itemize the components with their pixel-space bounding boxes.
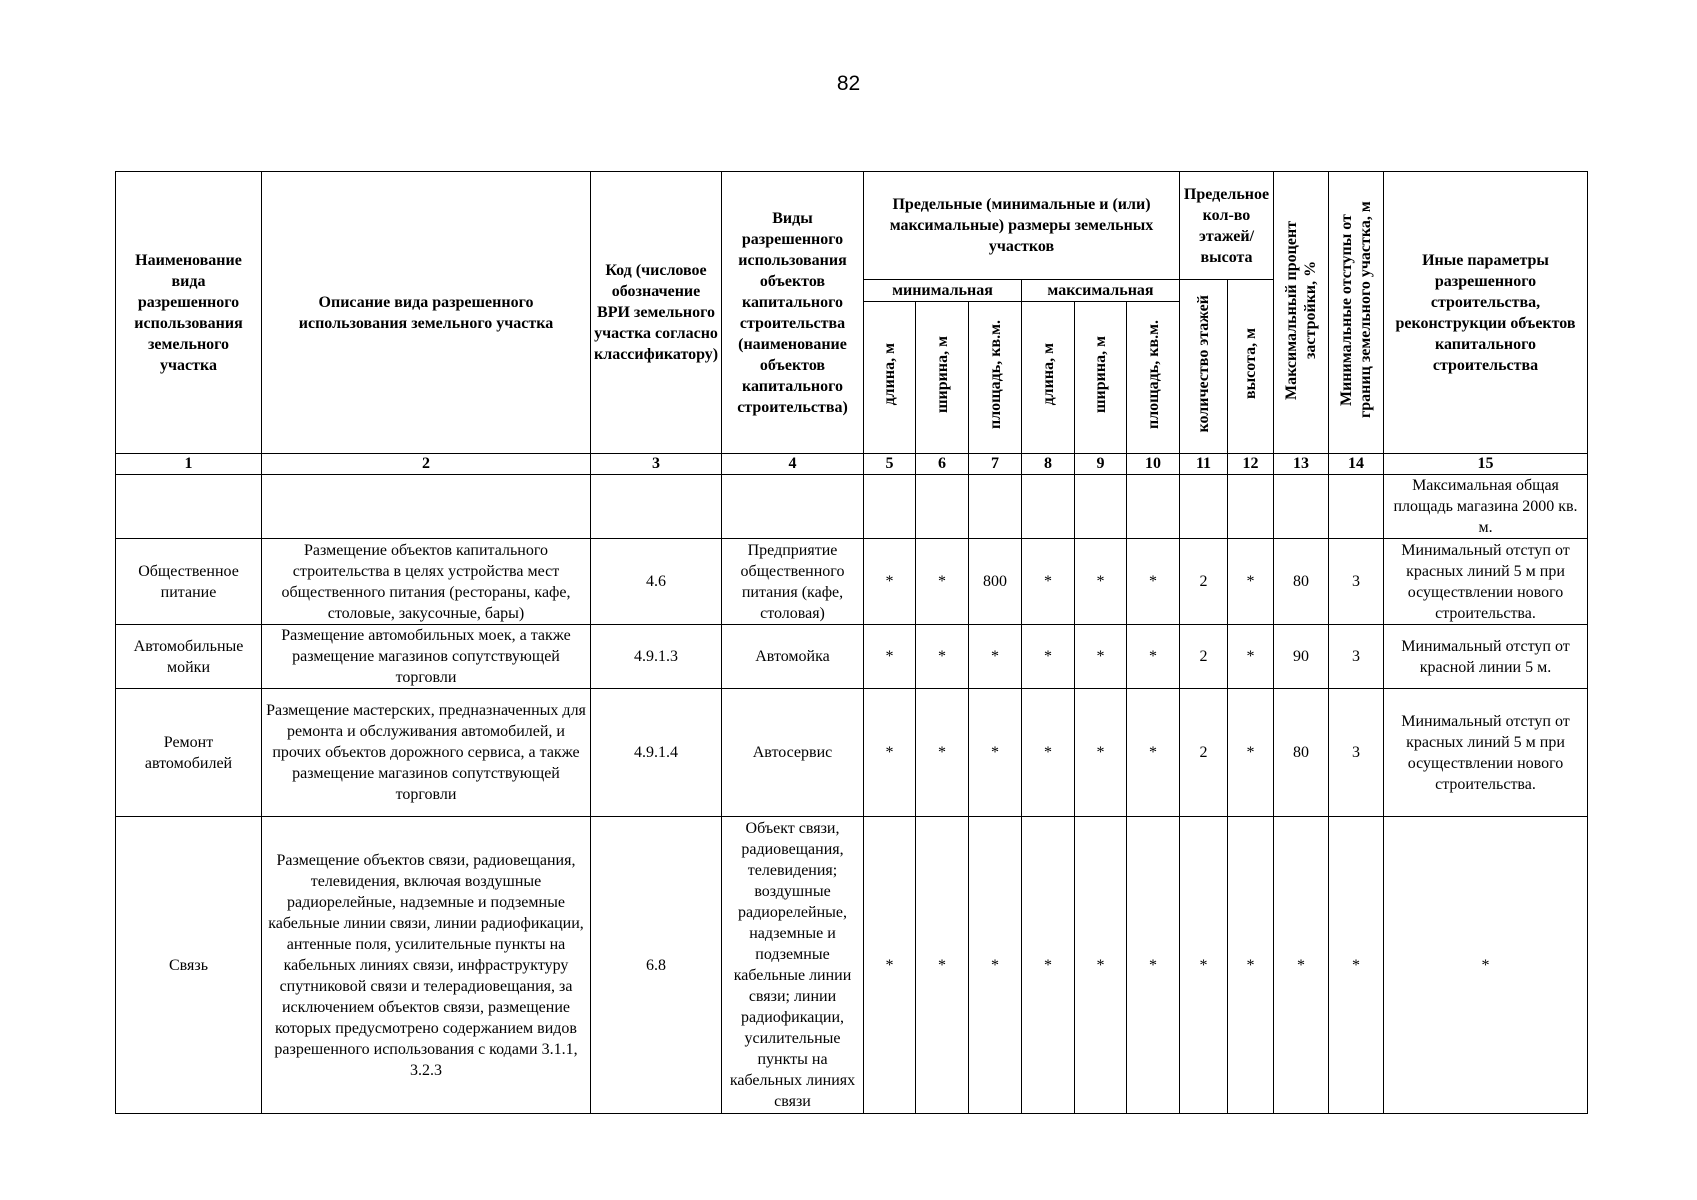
header-max-length: длина, м bbox=[1022, 302, 1075, 454]
cell-code: 4.6 bbox=[591, 539, 722, 625]
table-row bbox=[116, 624, 1588, 688]
cell-setbacks bbox=[1329, 475, 1384, 539]
cell-min-length: * bbox=[864, 689, 916, 817]
cell-min-width: * bbox=[916, 817, 969, 1114]
cell-land-use-name: Связь bbox=[116, 817, 262, 1114]
cell-land-use-name bbox=[116, 475, 262, 539]
column-number: 6 bbox=[916, 454, 969, 475]
cell-max-length: * bbox=[1022, 689, 1075, 817]
header-min-width: ширина, м bbox=[916, 302, 969, 454]
column-number: 9 bbox=[1075, 454, 1127, 475]
table-row bbox=[116, 689, 1588, 817]
cell-land-use-name: Общественное питание bbox=[116, 539, 262, 625]
cell-floor-count: 2 bbox=[1180, 689, 1228, 817]
column-number: 13 bbox=[1274, 454, 1329, 475]
header-floor-count: количество этажей bbox=[1180, 280, 1228, 454]
cell-description: Размещение объектов связи, радиовещания, телевидения, включая воздушные радиорелейные, надземные и подземные кабельные линии связи, линии радиофикации, антенные поля, усилительные пункты на кабельных линиях связи, инфраструктуру спутниковой связи и телерадиовещания, за исключением объектов связи, размещение которых предусмотрено содержанием видов разрешенного использования с кодами 3.1.1, 3.2.3 bbox=[262, 817, 591, 1114]
cell-other-parameters: Максимальная общая площадь магазина 2000 кв. м. bbox=[1384, 475, 1588, 539]
cell-height: * bbox=[1228, 689, 1274, 817]
column-number: 7 bbox=[969, 454, 1022, 475]
cell-code bbox=[591, 475, 722, 539]
cell-min-length: * bbox=[864, 817, 916, 1114]
cell-max-length: * bbox=[1022, 624, 1075, 688]
cell-max-area bbox=[1127, 475, 1180, 539]
cell-floor-count: 2 bbox=[1180, 624, 1228, 688]
cell-min-area bbox=[969, 475, 1022, 539]
cell-max-area: * bbox=[1127, 817, 1180, 1114]
land-use-regulations-table bbox=[115, 171, 1588, 1114]
header-capital-construction-types: Виды разрешенного использования объектов капитального строительства (наименование объектов капитального строительства) bbox=[722, 172, 864, 454]
column-number: 12 bbox=[1228, 454, 1274, 475]
cell-description bbox=[262, 475, 591, 539]
cell-max-length: * bbox=[1022, 539, 1075, 625]
header-min-area: площадь, кв.м. bbox=[969, 302, 1022, 454]
cell-building-percent: * bbox=[1274, 817, 1329, 1114]
cell-other-parameters: Минимальный отступ от красной линии 5 м. bbox=[1384, 624, 1588, 688]
cell-other-parameters: * bbox=[1384, 817, 1588, 1114]
cell-floor-count bbox=[1180, 475, 1228, 539]
cell-setbacks: 3 bbox=[1329, 539, 1384, 625]
table-row bbox=[116, 539, 1588, 625]
header-other-parameters: Иные параметры разрешенного строительства, реконструкции объектов капитального строительства bbox=[1384, 172, 1588, 454]
header-max-building-percent: Максимальный процент застройки, % bbox=[1274, 172, 1329, 454]
cell-building-percent: 90 bbox=[1274, 624, 1329, 688]
cell-floor-count: * bbox=[1180, 817, 1228, 1114]
column-number: 5 bbox=[864, 454, 916, 475]
cell-max-width: * bbox=[1075, 539, 1127, 625]
column-number: 10 bbox=[1127, 454, 1180, 475]
header-land-use-name: Наименование вида разрешенного использования земельного участка bbox=[116, 172, 262, 454]
cell-construction-types: Предприятие общественного питания (кафе, столовая) bbox=[722, 539, 864, 625]
header-plot-size-limits: Предельные (минимальные и (или) максимальные) размеры земельных участков bbox=[864, 172, 1180, 280]
cell-min-length bbox=[864, 475, 916, 539]
cell-setbacks: 3 bbox=[1329, 689, 1384, 817]
column-number: 8 bbox=[1022, 454, 1075, 475]
header-max-width: ширина, м bbox=[1075, 302, 1127, 454]
cell-description: Размещение автомобильных моек, а также размещение магазинов сопутствующей торговли bbox=[262, 624, 591, 688]
cell-max-area: * bbox=[1127, 624, 1180, 688]
header-land-use-description: Описание вида разрешенного использования земельного участка bbox=[262, 172, 591, 454]
cell-building-percent bbox=[1274, 475, 1329, 539]
column-number: 11 bbox=[1180, 454, 1228, 475]
cell-other-parameters: Минимальный отступ от красных линий 5 м при осуществлении нового строительства. bbox=[1384, 689, 1588, 817]
cell-max-width bbox=[1075, 475, 1127, 539]
cell-height: * bbox=[1228, 539, 1274, 625]
header-min-setbacks: Минимальные отступы от границ земельного участка, м bbox=[1329, 172, 1384, 454]
cell-max-area: * bbox=[1127, 689, 1180, 817]
cell-description: Размещение мастерских, предназначенных для ремонта и обслуживания автомобилей, и прочих объектов дорожного сервиса, а также размещение магазинов сопутствующей торговли bbox=[262, 689, 591, 817]
cell-height: * bbox=[1228, 624, 1274, 688]
cell-min-width: * bbox=[916, 539, 969, 625]
cell-construction-types: Автомойка bbox=[722, 624, 864, 688]
cell-land-use-name: Автомобильные мойки bbox=[116, 624, 262, 688]
column-number-row bbox=[116, 454, 1588, 475]
column-number: 4 bbox=[722, 454, 864, 475]
column-number: 14 bbox=[1329, 454, 1384, 475]
header-minimum: минимальная bbox=[864, 280, 1022, 302]
cell-min-area: * bbox=[969, 624, 1022, 688]
column-number: 1 bbox=[116, 454, 262, 475]
cell-min-area: * bbox=[969, 817, 1022, 1114]
cell-max-width: * bbox=[1075, 817, 1127, 1114]
cell-description: Размещение объектов капитального строительства в целях устройства мест общественного питания (рестораны, кафе, столовые, закусочные, бары) bbox=[262, 539, 591, 625]
cell-max-width: * bbox=[1075, 689, 1127, 817]
column-number: 3 bbox=[591, 454, 722, 475]
header-height: высота, м bbox=[1228, 280, 1274, 454]
cell-max-length: * bbox=[1022, 817, 1075, 1114]
cell-height: * bbox=[1228, 817, 1274, 1114]
header-max-area: площадь, кв.м. bbox=[1127, 302, 1180, 454]
header-floors-height-limits: Предельное кол-во этажей/ высота bbox=[1180, 172, 1274, 280]
cell-min-width: * bbox=[916, 689, 969, 817]
cell-min-length: * bbox=[864, 539, 916, 625]
cell-floor-count: 2 bbox=[1180, 539, 1228, 625]
cell-max-width: * bbox=[1075, 624, 1127, 688]
cell-max-length bbox=[1022, 475, 1075, 539]
header-maximum: максимальная bbox=[1022, 280, 1180, 302]
cell-setbacks: * bbox=[1329, 817, 1384, 1114]
cell-building-percent: 80 bbox=[1274, 689, 1329, 817]
column-number: 2 bbox=[262, 454, 591, 475]
header-min-length: длина, м bbox=[864, 302, 916, 454]
cell-construction-types: Объект связи, радиовещания, телевидения; воздушные радиорелейные, надземные и подземные кабельные линии связи; линии радиофикации, усилительные пункты на кабельных линиях связи bbox=[722, 817, 864, 1114]
cell-code: 6.8 bbox=[591, 817, 722, 1114]
header-code: Код (числовое обозначение ВРИ земельного участка согласно классификатору) bbox=[591, 172, 722, 454]
column-number: 15 bbox=[1384, 454, 1588, 475]
cell-min-length: * bbox=[864, 624, 916, 688]
cell-construction-types: Автосервис bbox=[722, 689, 864, 817]
cell-land-use-name: Ремонт автомобилей bbox=[116, 689, 262, 817]
cell-min-width: * bbox=[916, 624, 969, 688]
cell-code: 4.9.1.3 bbox=[591, 624, 722, 688]
cell-code: 4.9.1.4 bbox=[591, 689, 722, 817]
cell-setbacks: 3 bbox=[1329, 624, 1384, 688]
cell-min-width bbox=[916, 475, 969, 539]
cell-building-percent: 80 bbox=[1274, 539, 1329, 625]
table-row bbox=[116, 817, 1588, 1114]
page-number: 82 bbox=[836, 72, 861, 95]
cell-construction-types bbox=[722, 475, 864, 539]
cell-max-area: * bbox=[1127, 539, 1180, 625]
table-row bbox=[116, 475, 1588, 539]
cell-min-area: 800 bbox=[969, 539, 1022, 625]
cell-min-area: * bbox=[969, 689, 1022, 817]
cell-height bbox=[1228, 475, 1274, 539]
cell-other-parameters: Минимальный отступ от красных линий 5 м при осуществлении нового строительства. bbox=[1384, 539, 1588, 625]
